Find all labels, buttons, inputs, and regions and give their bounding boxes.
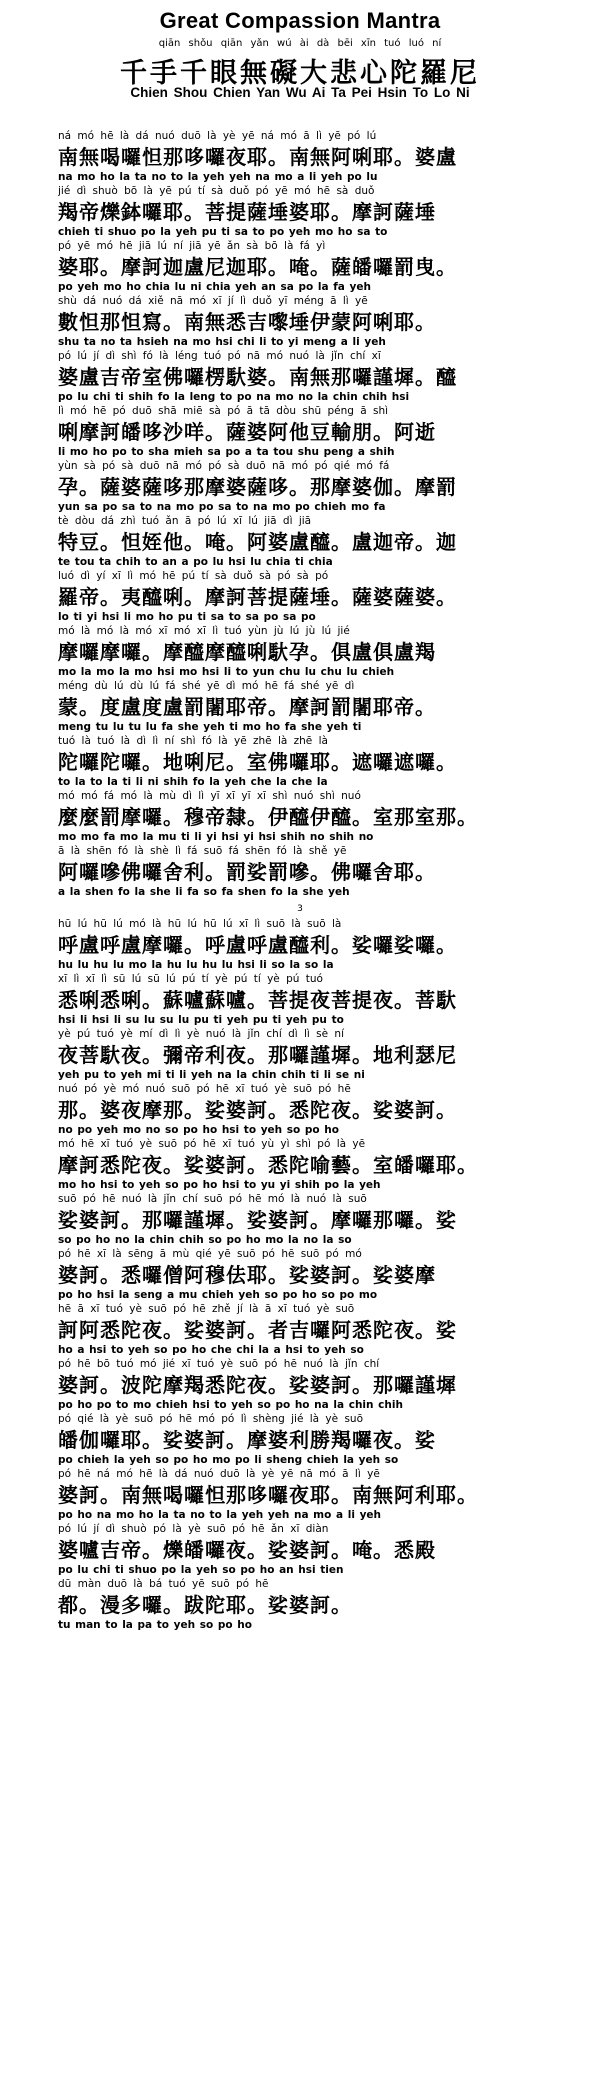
transliteration-text: to la to la ti li ni shih fo la yeh che la che la	[58, 776, 328, 788]
transliteration-text: so po ho no la chin chih so po ho mo la no la so	[58, 1234, 352, 1246]
chinese-text: 皤伽囉耶。娑婆訶。摩婆利勝羯囉夜。娑	[58, 1428, 436, 1452]
transliteration-text: po chieh la yeh so po ho mo po li sheng chieh la yeh so	[58, 1454, 399, 1466]
mantra-line	[58, 1578, 598, 1633]
pinyin-text: pó hē bō tuó mó jié xī tuó yè suō pó hē nuó là jǐn chí	[58, 1358, 380, 1370]
pinyin-text: nuó pó yè mó nuó suō pó hē xī tuó yè suō pó hē	[58, 1083, 351, 1095]
transliteration-text: meng tu lu tu lu fa she yeh ti mo ho fa she yeh ti	[58, 721, 362, 733]
transliteration-text: ho a hsi to yeh so po ho che chi la a hsi to yeh so	[58, 1344, 364, 1356]
mantra-line	[58, 680, 598, 735]
pinyin-text: suō pó hē nuó là jǐn chí suō pó hē mó là nuó là suō	[58, 1193, 367, 1205]
chinese-text: 特豆。怛姪他。唵。阿婆盧醯。盧迦帝。迦	[58, 530, 457, 554]
chinese-text: 摩囉摩囉。摩醯摩醯唎馱孕。俱盧俱盧羯	[58, 640, 436, 664]
mantra-line	[58, 460, 598, 515]
transliteration-text: no po yeh mo no so po ho hsi to yeh so po ho	[58, 1124, 339, 1136]
pinyin-text: xī lì xī lì sū lú sū lú pú tí yè pú tí yè pú tuó	[58, 973, 323, 985]
chinese-text: 婆嚧吉帝。爍皤囉夜。娑婆訶。唵。悉殿	[58, 1538, 436, 1562]
mantra-line	[58, 1028, 598, 1083]
chinese-text: 阿囉嘇佛囉舍利。罰娑罰嘇。佛囉舍耶。	[58, 860, 436, 884]
transliteration-text: na mo ho la ta no to la yeh yeh na mo a li yeh po lu	[58, 171, 378, 183]
chinese-text: 婆盧吉帝室佛囉楞馱婆。南無那囉謹墀。醯	[58, 365, 457, 389]
transliteration-text: po yeh mo ho chia lu ni chia yeh an sa po la fa yeh	[58, 281, 371, 293]
transliteration-text: shu ta no ta hsieh na mo hsi chi li to yi meng a li yeh	[58, 336, 386, 348]
header-pinyin: qiān shǒu qiān yǎn wú ài dà bēi xīn tuó luó ní	[158, 38, 442, 49]
transliteration-text: po ho hsi la seng a mu chieh yeh so po ho so po mo	[58, 1289, 378, 1301]
chinese-text: 婆訶。悉囉僧阿穆佉耶。娑婆訶。娑婆摩	[58, 1263, 436, 1287]
transliteration-text: po lu chi ti shuo po la yeh so po ho an hsi tien	[58, 1564, 344, 1576]
mantra-line	[58, 1138, 598, 1193]
page-title: Great Compassion Mantra	[159, 8, 441, 33]
pinyin-text: shù dá nuó dá xiě nā mó xī jí lì duǒ yī méng ā lì yē	[58, 295, 368, 307]
chinese-text: 婆訶。波陀摩羯悉陀夜。娑婆訶。那囉謹墀	[58, 1373, 457, 1397]
pinyin-text: mó mó fá mó là mù dì lì yī xī yī xī shì nuó shì nuó	[58, 790, 361, 802]
chinese-text: 麼麼罰摩囉。穆帝隸。伊醯伊醯。室那室那。	[58, 805, 478, 829]
mantra-line	[58, 790, 598, 845]
transliteration-text: po ho po to mo chieh hsi to yeh so po ho na la chin chih	[58, 1399, 403, 1411]
header-transliteration: Chien Shou Chien Yan Wu Ai Ta Pei Hsin To Lo Ni	[130, 85, 470, 100]
transliteration-text: yun sa po sa to na mo po sa to na mo po chieh mo fa	[58, 501, 386, 513]
chinese-text: 羯帝爍鉢囉耶。菩提薩埵婆耶。摩訶薩埵	[58, 200, 436, 224]
mantra-lines	[58, 130, 598, 1633]
chinese-text: 訶阿悉陀夜。娑婆訶。者吉囉阿悉陀夜。娑	[58, 1318, 457, 1342]
pinyin-text: pó yē mó hē jiā lú ní jiā yē ǎn sà bō là fá yì	[58, 240, 326, 252]
chinese-text: 婆耶。摩訶迦盧尼迦耶。唵。薩皤囉罰曳。	[58, 255, 457, 279]
chinese-text: 唎摩訶皤哆沙咩。薩婆阿他豆輸朋。阿逝	[58, 420, 436, 444]
pinyin-text: ná mó hē là dá nuó duō là yè yē ná mó ā lì yē pó lú	[58, 130, 377, 142]
mantra-line	[58, 295, 598, 350]
header-chinese: 千手千眼無礙大悲心陀羅尼	[120, 58, 480, 89]
pinyin-text: méng dù lú dù lú fá shé yē dì mó hē fá shé yē dì	[58, 680, 355, 692]
mantra-line	[58, 918, 598, 973]
mantra-line	[58, 625, 598, 680]
pinyin-text: pó lú jí dì shuò pó là yè suō pó hē ǎn xī diàn	[58, 1523, 329, 1535]
transliteration-text: te tou ta chih to an a po lu hsi lu chia ti chia	[58, 556, 333, 568]
pinyin-text: yè pú tuó yè mí dì lì yè nuó là jǐn chí dì lì sè ní	[58, 1028, 345, 1040]
mantra-line	[58, 240, 598, 295]
pinyin-text: lì mó hē pó duō shā miē sà pó ā tā dòu shū péng ā shì	[58, 405, 389, 417]
chinese-text: 南無喝囉怛那哆囉夜耶。南無阿唎耶。婆盧	[58, 145, 457, 169]
transliteration-text: hsi li hsi li su lu su lu pu ti yeh pu ti yeh pu to	[58, 1014, 344, 1026]
mantra-line	[58, 1193, 598, 1248]
mantra-line	[58, 1413, 598, 1468]
mantra-line	[58, 130, 598, 185]
mantra-line	[58, 845, 598, 900]
pinyin-text: luó dì yí xī lì mó hē pú tí sà duǒ sà pó sà pó	[58, 570, 329, 582]
pinyin-text: jié dì shuò bō là yē pú tí sà duǒ pó yē mó hē sà duǒ	[58, 185, 375, 197]
transliteration-text: li mo ho po to sha mieh sa po a ta tou shu peng a shih	[58, 446, 395, 458]
chinese-text: 呼盧呼盧摩囉。呼盧呼盧醯利。娑囉娑囉。	[58, 933, 457, 957]
chinese-text: 悉唎悉唎。蘇嚧蘇嚧。菩提夜菩提夜。菩馱	[58, 988, 457, 1012]
chinese-text: 婆訶。南無喝囉怛那哆囉夜耶。南無阿利耶。	[58, 1483, 478, 1507]
pinyin-text: dū màn duō là bá tuó yē suō pó hē	[58, 1578, 269, 1590]
transliteration-text: a la shen fo la she li fa so fa shen fo la she yeh	[58, 886, 350, 898]
mantra-line	[58, 1248, 598, 1303]
pinyin-text: ā là shēn fó là shè lì fá suō fá shēn fó là shě yē	[58, 845, 347, 857]
page-number: 3	[297, 904, 303, 914]
mantra-line	[58, 1083, 598, 1138]
pinyin-text: hū lú hū lú mó là hū lú hū lú xī lì suō là suō là	[58, 918, 342, 930]
chinese-text: 陀囉陀囉。地唎尼。室佛囉耶。遮囉遮囉。	[58, 750, 457, 774]
mantra-line	[58, 570, 598, 625]
pinyin-text: yùn sà pó sà duō nā mó pó sà duō nā mó pó qié mó fá	[58, 460, 390, 472]
mantra-line	[58, 405, 598, 460]
chinese-text: 夜菩馱夜。彌帝利夜。那囉謹墀。地利瑟尼	[58, 1043, 457, 1067]
transliteration-text: chieh ti shuo po la yeh pu ti sa to po yeh mo ho sa to	[58, 226, 388, 238]
mantra-line	[58, 1523, 598, 1578]
pinyin-text: tè dòu dá zhì tuó ǎn ā pó lú xī lú jiā dì jiā	[58, 515, 312, 527]
transliteration-text: hu lu hu lu mo la hu lu hu lu hsi li so la so la	[58, 959, 334, 971]
pinyin-text: mó hē xī tuó yè suō pó hē xī tuó yù yì shì pó là yē	[58, 1138, 366, 1150]
mantra-line	[58, 185, 598, 240]
pinyin-text: hē ā xī tuó yè suō pó hē zhě jí là ā xī tuó yè suō	[58, 1303, 355, 1315]
mantra-line	[58, 1358, 598, 1413]
pinyin-text: pó lú jí dì shì fó là léng tuó pó nā mó nuó là jǐn chí xī	[58, 350, 381, 362]
chinese-text: 羅帝。夷醯唎。摩訶菩提薩埵。薩婆薩婆。	[58, 585, 457, 609]
transliteration-text: yeh pu to yeh mi ti li yeh na la chin chih ti li se ni	[58, 1069, 365, 1081]
pinyin-text: mó là mó là mó xī mó xī lì tuó yùn jù lú jù lú jié	[58, 625, 350, 637]
mantra-line	[58, 735, 598, 790]
chinese-text: 孕。薩婆薩哆那摩婆薩哆。那摩婆伽。摩罰	[58, 475, 457, 499]
pinyin-text: pó hē xī là sēng ā mù qié yē suō pó hē suō pó mó	[58, 1248, 362, 1260]
pinyin-text: tuó là tuó là dì lì ní shì fó là yē zhē là zhē là	[58, 735, 328, 747]
pinyin-text: pó qié là yè suō pó hē mó pó lì shèng jié là yè suō	[58, 1413, 363, 1425]
mantra-line	[58, 515, 598, 570]
chinese-text: 那。婆夜摩那。娑婆訶。悉陀夜。娑婆訶。	[58, 1098, 457, 1122]
mantra-line	[58, 1303, 598, 1358]
transliteration-text: mo ho hsi to yeh so po ho hsi to yu yi shih po la yeh	[58, 1179, 381, 1191]
transliteration-text: mo mo fa mo la mu ti li yi hsi yi hsi shih no shih no	[58, 831, 374, 843]
chinese-text: 都。漫多囉。跋陀耶。娑婆訶。	[58, 1593, 352, 1617]
pinyin-text: pó hē ná mó hē là dá nuó duō là yè yē nā mó ā lì yē	[58, 1468, 380, 1480]
transliteration-text: po lu chi ti shih fo la leng to po na mo no la chin chih hsi	[58, 391, 410, 403]
chinese-text: 娑婆訶。那囉謹墀。娑婆訶。摩囉那囉。娑	[58, 1208, 457, 1232]
transliteration-text: mo la mo la mo hsi mo hsi li to yun chu lu chu lu chieh	[58, 666, 395, 678]
mantra-line	[58, 973, 598, 1028]
chinese-text: 摩訶悉陀夜。娑婆訶。悉陀喻藝。室皤囉耶。	[58, 1153, 478, 1177]
transliteration-text: lo ti yi hsi li mo ho pu ti sa to sa po sa po	[58, 611, 316, 623]
transliteration-text: tu man to la pa to yeh so po ho	[58, 1619, 252, 1631]
chinese-text: 數怛那怛寫。南無悉吉嚟埵伊蒙阿唎耶。	[58, 310, 436, 334]
chinese-text: 蒙。度盧度盧罰闍耶帝。摩訶罰闍耶帝。	[58, 695, 436, 719]
transliteration-text: po ho na mo ho la ta no to la yeh yeh na mo a li yeh	[58, 1509, 382, 1521]
mantra-line	[58, 350, 598, 405]
mantra-line	[58, 1468, 598, 1523]
